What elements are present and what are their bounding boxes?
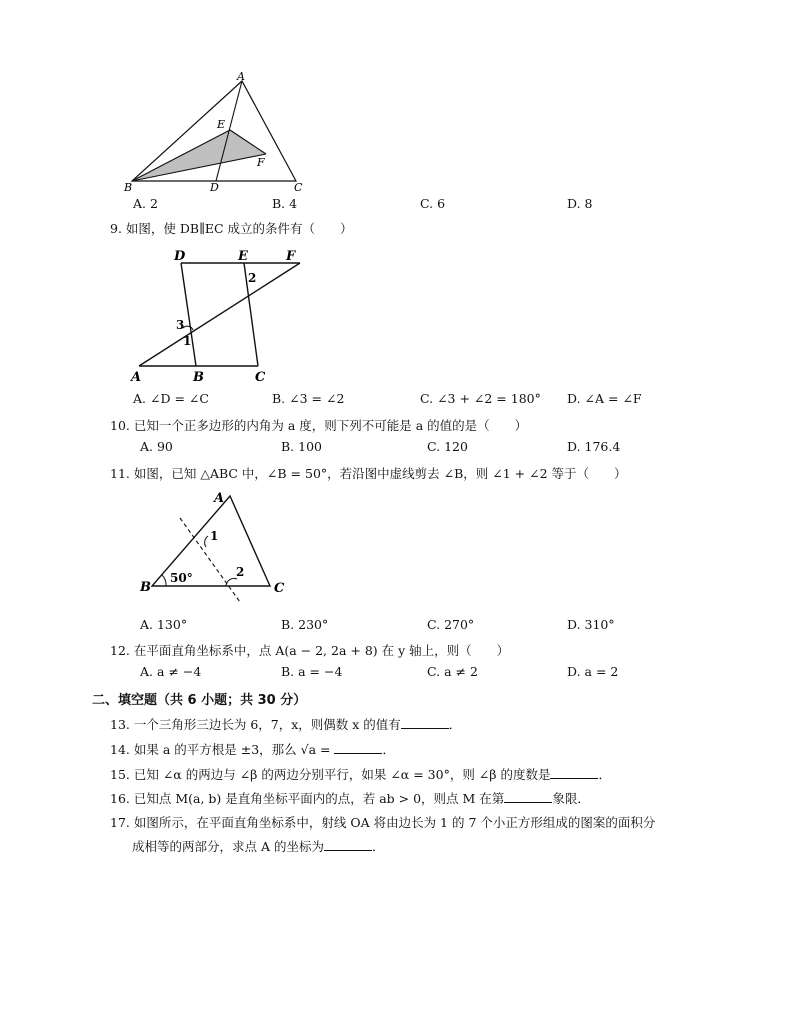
label-e: E (217, 118, 226, 131)
label-f: F (286, 249, 296, 264)
triangle-figure-q8 (118, 70, 318, 195)
q14-answer-blank[interactable] (334, 743, 382, 754)
label-a: A (214, 491, 225, 506)
q16 (110, 789, 590, 807)
q17-answer-blank[interactable] (324, 840, 372, 851)
q11-stem: 11. 如图，已知 △ABC 中，∠B = 50°，若沿图中虚线剪去 ∠B，则 ∠1 + ∠2 等于（ ） (110, 466, 627, 481)
q10-stem: 10. 已知一个正多边形的内角为 a 度，则下列不可能是 a 的值的是（ ） (110, 418, 528, 433)
q10-option-b[interactable]: B. 100 (281, 439, 322, 454)
q11-option-d[interactable]: D. 310° (567, 617, 615, 632)
q14-end: ． (382, 742, 395, 757)
label-d: D (210, 181, 219, 194)
q16-text: 16. 已知点 M(a, b) 是直角坐标平面内的点，若 ab > 0，则点 M 在第 (110, 791, 505, 806)
q9-option-d[interactable]: D. ∠A = ∠F (567, 391, 642, 406)
q12-option-b[interactable]: B. a = −4 (281, 664, 343, 679)
label-b: B (124, 181, 133, 194)
q17-line-1: 17. 如图所示，在平面直角坐标系中，射线 OA 将由边长为 1 的 7 个小正方形组成的图案的面积分 (110, 815, 656, 830)
q13-answer-blank[interactable] (401, 718, 449, 729)
label-3: 3 (176, 318, 185, 332)
q10-option-d[interactable]: D. 176.4 (567, 439, 621, 454)
label-a: A (131, 370, 142, 384)
q17-text: 成相等的两部分，求点 A 的坐标为 (132, 839, 324, 854)
q15-answer-blank[interactable] (550, 768, 598, 779)
label-c: C (294, 181, 303, 194)
q17-line-2 (132, 837, 385, 855)
label-f: F (257, 156, 265, 169)
label-b: B (140, 580, 151, 595)
q13-end: ． (448, 717, 462, 732)
label-d: D (174, 249, 186, 264)
label-e: E (238, 249, 248, 264)
cut-triangle-figure-q11 (130, 488, 300, 608)
q9-stem: 9. 如图，使 DB∥EC 成立的条件有（ ） (110, 221, 353, 236)
label-2: 2 (236, 565, 245, 579)
q9-option-a[interactable]: A. ∠D = ∠C (133, 391, 209, 406)
q15-text: 15. 已知 ∠α 的两边与 ∠β 的两边分别平行，如果 ∠α = 30°，则 ∠β 的度数是 (110, 767, 551, 782)
label-1: 1 (183, 334, 192, 348)
outer-triangle (132, 81, 296, 181)
q13-text: 13. 一个三角形三边长为 6，7，x，则偶数 x 的值有 (110, 717, 401, 732)
q11-option-a[interactable]: A. 130° (140, 617, 188, 632)
label-c: C (274, 581, 285, 596)
q12-option-a[interactable]: A. a ≠ −4 (140, 664, 202, 679)
q8-option-a[interactable]: A. 2 (133, 196, 158, 211)
q8-option-c[interactable]: C. 6 (420, 196, 446, 211)
q14 (110, 740, 395, 758)
parallel-lines-figure-q9 (125, 244, 315, 384)
q9-option-c[interactable]: C. ∠3 + ∠2 = 180° (420, 391, 541, 406)
label-angle-50: 50° (170, 571, 193, 585)
q12-option-d[interactable]: D. a = 2 (567, 664, 619, 679)
q11-option-b[interactable]: B. 230° (281, 617, 329, 632)
q12-option-c[interactable]: C. a ≠ 2 (427, 664, 478, 679)
q8-option-b[interactable]: B. 4 (272, 196, 298, 211)
q13 (110, 715, 461, 733)
label-b: B (193, 370, 204, 384)
q15-end: ． (598, 767, 611, 782)
section-2-title: 二、填空题（共 6 小题；共 30 分） (92, 693, 307, 708)
q11-option-c[interactable]: C. 270° (427, 617, 475, 632)
q10-option-c[interactable]: C. 120 (427, 439, 468, 454)
q10-option-a[interactable]: A. 90 (140, 439, 173, 454)
q17-end: ． (371, 839, 385, 854)
q15 (110, 765, 611, 783)
q14-text: 14. 如果 a 的平方根是 ±3，那么 √a = (110, 742, 335, 757)
shaded-region (132, 130, 266, 181)
q16-end: 象限． (552, 791, 590, 806)
label-1: 1 (210, 529, 219, 543)
q9-option-b[interactable]: B. ∠3 = ∠2 (272, 391, 345, 406)
q8-option-d[interactable]: D. 8 (567, 196, 593, 211)
q12-stem: 12. 在平面直角坐标系中，点 A(a − 2, 2a + 8) 在 y 轴上，则（ ） (110, 643, 510, 658)
q16-answer-blank[interactable] (504, 792, 552, 803)
label-a: A (237, 70, 245, 83)
label-c: C (255, 370, 266, 384)
label-2: 2 (248, 271, 257, 285)
